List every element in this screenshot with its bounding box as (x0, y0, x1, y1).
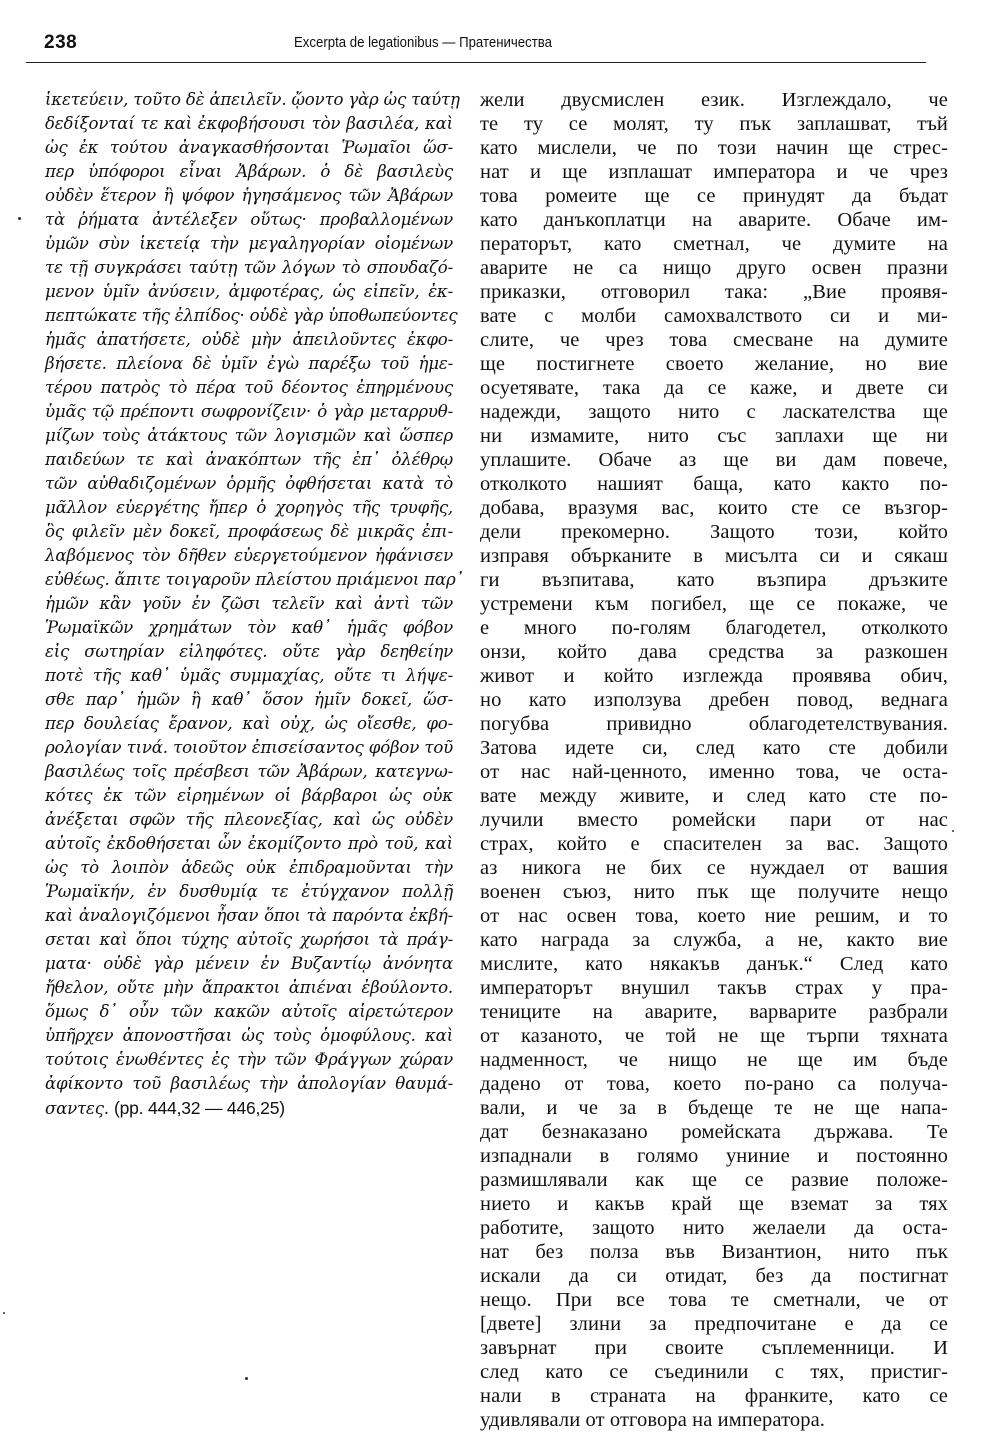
text-line: ὅμως δ᾽ οὖν τῶν κακῶν αὐτοῖς αἱρετώτερον (45, 1002, 453, 1021)
final-greek-word: σαντες. (45, 1099, 109, 1118)
text-line: дат безнаказано ромейската държава. Те (480, 1121, 948, 1143)
text-line: περ ὑπόφοροι εἶναι Ἀβάρων. ὁ δὲ βασιλεὺς (45, 162, 453, 181)
text-line: τὰ ῥήματα ἀντέλεξεν οὕτως· προβαλλομένων (45, 210, 453, 229)
text-line: ὑπῆρχεν ἀπονοστῆσαι ὡς τοὺς ὁμοφύλους. καὶ (45, 1026, 453, 1045)
text-line: ὃς φιλεῖν μὲν δοκεῖ, προφάσεως δὲ μικρᾶς ἐπι- (45, 522, 453, 541)
text-line: σθε παρ᾽ ἡμῶν ἢ καθ᾽ ὅσον ἡμῖν δοκεῖ, ὥσ- (45, 690, 453, 709)
text-line: погубва привидно облагодетелствувания. (480, 713, 948, 735)
text-line: ни измамите, нито със заплахи ще ни (480, 425, 948, 447)
text-line: военен съюз, нито пък ще получите нещо (480, 881, 948, 903)
text-line: мислите, като някакъв данък.“ След като (480, 953, 948, 975)
text-line: ὡς τὸ λοιπὸν ἀδεῶς οὐκ ἐπιδραμοῦνται τὴν (45, 858, 453, 877)
text-line: нали в страната на франките, като се (480, 1385, 948, 1407)
text-line: но като използува дребен повод, веднага (480, 689, 948, 711)
text-line: βήσετε. πλείονα δὲ ὑμῖν ἐγὼ παρέξω τοῦ ἡμε- (45, 354, 453, 373)
text-line: εὐθέως. ἄπιτε τοιγαροῦν πλείστου πριάμενοι παρ᾽ (45, 570, 464, 589)
text-line: δεδίξονταί τε καὶ ἐκφοβήσουσι τὸν βασιλέα, καὶ (45, 114, 453, 133)
text-line: вате между живите, и след като сте по- (480, 785, 948, 807)
text-line: λαβόμενος τὸν δῆθεν εὐεργετούμενον ἠφάνισεν (45, 546, 453, 565)
text-line: аварите не са нищо друго освен празни (480, 257, 948, 279)
text-line: тениците на аварите, варварите разбрали (480, 1001, 948, 1023)
page-header (44, 30, 948, 60)
text-line: отколкото нашият баща, като както по- (480, 473, 948, 495)
text-line: искали да си отидат, без да постигнат (480, 1265, 948, 1287)
text-line: лучили вместо ромейски пари от нас (480, 809, 948, 831)
text-line: ἱκετεύειν, τοῦτο δὲ ἀπειλεῖν. ᾤοντο γὰρ ὡς ταύτῃ (45, 90, 460, 109)
running-title: Excerpta de legationibus — Пратеничества (294, 34, 552, 51)
text-line: παιδεύων τε καὶ ἀνακόπτων τῆς ἐπ᾽ ὀλέθρῳ (45, 450, 453, 469)
text-line: περ δουλείας ἔρανον, καὶ οὐχ, ὡς οἴεσθε, φο- (45, 714, 453, 733)
header-rule (26, 62, 926, 63)
text-line: като награда за служба, а не, както вие (480, 929, 948, 951)
text-line: приказки, отговорил така: „Вие проявя- (480, 281, 948, 303)
text-line-final (45, 1096, 453, 1120)
text-line: слите, че чрез това смесване на думите (480, 329, 948, 351)
text-line: уплашите. Обаче аз ще ви дам повече, (480, 449, 948, 471)
text-line: вали, и че за в бъдеще те не ще напа- (480, 1097, 948, 1119)
text-line: τε τῇ συγκράσει ταύτῃ τῶν λόγων τὸ σπουδαζό- (45, 258, 453, 277)
text-line: ἀνέξεται σφῶν τῆς πλεονεξίας, καὶ ὡς οὐδὲν (45, 810, 453, 829)
text-line: страх, който е спасителен за вас. Защото (480, 833, 948, 855)
text-line: нат без полза във Византион, нито пък (480, 1241, 948, 1263)
text-line: императорът внушил такъв страх у пра- (480, 977, 948, 999)
text-line: μενον ὑμῖν ἀνύσειν, ἀμφοτέρας, ὡς εἰπεῖν, ἐκ- (45, 282, 453, 301)
text-line: добава, вразумя вас, които сте се възгор- (480, 497, 948, 519)
text-line: удивлявали от отговора на императора. (480, 1409, 825, 1431)
text-line: τέρου πατρὸς τὸ πέρα τοῦ δέοντος ἐπηρμένους (45, 378, 453, 397)
text-line: надменност, че нищо не ще им бъде (480, 1049, 948, 1071)
text-line: като мислели, че по този начин ще стрес- (480, 137, 948, 159)
text-line: Ῥωμαϊκῶν χρημάτων τὸν καθ᾽ ἡμᾶς φόβον (45, 618, 453, 637)
text-line: Затова идете си, след като сте добили (480, 737, 948, 759)
scan-speck (952, 830, 954, 832)
text-line: след като се съединили с тях, пристиг- (480, 1361, 948, 1383)
text-line: ὡς ἐκ τούτου ἀναγκασθήσονται Ῥωμαῖοι ὥσ- (45, 138, 453, 157)
source-citation: (pp. 444,32 — 446,25) (113, 1098, 285, 1118)
text-line: ἡμᾶς ἀπατήσετε, οὐδὲ μὴν ἀπειλοῦντες ἐκφο- (45, 330, 453, 349)
text-line: ὑμῶν σὺν ἱκετείᾳ τὴν μεγαληγορίαν οἰομένων (45, 234, 453, 253)
text-line: изправя обърканите в мисълта си и сякаш (480, 545, 948, 567)
text-line: надежди, защото нито с ласкателства ще (480, 401, 948, 423)
scan-speck (18, 217, 21, 220)
text-line: живот и който изглежда проявява обич, (480, 665, 948, 687)
bulgarian-translation-column (480, 88, 948, 1432)
page-number: 238 (44, 32, 78, 53)
text-line: κότες ἐκ τῶν εἰρημένων οἱ βάρβαροι ὡς οὐκ (45, 786, 453, 805)
text-line: размишлявали как ще се развие положе- (480, 1169, 948, 1191)
text-line: τούτοις ἑνωθέντες ἐς τὴν τῶν Φράγγων χώραν (45, 1050, 453, 1069)
text-line: ματα· οὐδὲ γὰρ μένειν ἐν Βυζαντίῳ ἀνόνητα (45, 954, 453, 973)
text-line: като данъкоплатци на аварите. Обаче им- (480, 209, 948, 231)
scan-speck (3, 1312, 5, 1314)
text-line: дели прекомерно. Защото този, който (480, 521, 948, 543)
text-line: καὶ ἀναλογιζόμενοι ἦσαν ὅποι τὰ παρόντα ἐκβή- (45, 906, 453, 925)
text-line: αὐτοῖς ἐκδοθήσεται ὧν ἐκομίζοντο πρὸ τοῦ, καὶ (45, 834, 453, 853)
text-line: изпаднали в голямо униние и постоянно (480, 1145, 948, 1167)
text-line: завърнат при своите съплеменници. И (480, 1337, 948, 1359)
text-line: ποτὲ τῆς καθ᾽ ὑμᾶς συμμαχίας, οὔτε τι λήψε- (45, 666, 453, 685)
greek-text-column (45, 88, 464, 1120)
text-line: ρολογίαν τινά. τοιοῦτον ἐπισείσαντος φόβον τοῦ (45, 738, 453, 757)
scan-speck (245, 1377, 248, 1380)
text-line: ἤθελον, οὔτε μὴν ἄπρακτοι ἀπιέναι ἐβούλοντο. (45, 978, 453, 997)
text-line: вате с молби самохвалството си и ми- (480, 305, 948, 327)
text-line: μᾶλλον εὐεργέτης ἤπερ ὁ χορηγὸς τῆς τρυφῆς, (45, 498, 453, 517)
text-line: устремени към погибел, ще се покаже, че (480, 593, 948, 615)
text-line: [двете] злини за предпочитане е да се (480, 1313, 948, 1335)
text-line: Ῥωμαϊκήν, ἐν δυσθυμίᾳ τε ἐτύγχανον πολλῇ (45, 882, 453, 901)
text-line: те ту се молят, ту пък заплашват, тъй (480, 113, 948, 135)
text-line: εἰς σωτηρίαν εἰληφότες. οὔτε γὰρ δεηθείην (45, 642, 453, 661)
text-line: дадено от това, което по-рано са получа- (480, 1073, 948, 1095)
text-line: ἀφίκοντο τοῦ βασιλέως τὴν ἀπολογίαν θαυμά- (45, 1074, 453, 1093)
text-line: аз никога не бих се нуждаел от вашия (480, 857, 948, 879)
text-line: οὐδὲν ἕτερον ἢ ψόφον ἡγησάμενος τῶν Ἀβάρων (45, 186, 453, 205)
text-line: ἡμῶν κἂν γοῦν ἐν ζῶσι τελεῖν καὶ ἀντὶ τῶν (45, 594, 453, 613)
text-line: осуетявате, така да се каже, и двете си (480, 377, 948, 399)
text-line: нието и какъв край ще вземат за тях (480, 1193, 948, 1215)
text-line: от казаното, че той не ще търпи тяхната (480, 1025, 948, 1047)
text-line: ператорът, като сметнал, че думите на (480, 233, 948, 255)
text-line: μίζων τοὺς ἀτάκτους τῶν λογισμῶν καὶ ὥσπερ (45, 426, 453, 445)
text-line: ὑμᾶς τῷ πρέποντι σωφρονίζειν· ὁ γὰρ μεταρρυθ- (45, 402, 453, 421)
text-line: τῶν αὐθαδιζομένων ὁρμῆς ὀφθήσεται κατὰ τὸ (45, 474, 453, 493)
text-line: от нас най-ценното, именно това, че оста- (480, 761, 948, 783)
text-line: βασιλέως τοῖς πρέσβεσι τῶν Ἀβάρων, κατεγνω- (45, 762, 453, 781)
text-line: онзи, който дава средства за разкошен (480, 641, 948, 663)
text-line: това ромеите ще се принудят да бъдат (480, 185, 948, 207)
text-line: работите, защото нито желаели да оста- (480, 1217, 948, 1239)
text-line: σεται καὶ ὅποι τύχης αὐτοῖς χωρήσοι τὰ πράγ- (45, 930, 453, 949)
text-line: нещо. При все това те сметнали, че от (480, 1289, 948, 1311)
text-line: ги възпитава, като възпира дръзките (480, 569, 948, 591)
text-line: жели двусмислен език. Изглеждало, че (480, 89, 948, 111)
text-line: πεπτώκατε τῆς ἐλπίδος· οὐδὲ γὰρ ὑποθωπεύοντες (45, 306, 458, 325)
text-line: е много по-голям благодетел, отколкото (480, 617, 948, 639)
text-line: от нас освен това, което ние решим, и то (480, 905, 948, 927)
text-line: нат и ще изплашат императора и че чрез (480, 161, 948, 183)
text-line: ще постигнете своето желание, но вие (480, 353, 948, 375)
